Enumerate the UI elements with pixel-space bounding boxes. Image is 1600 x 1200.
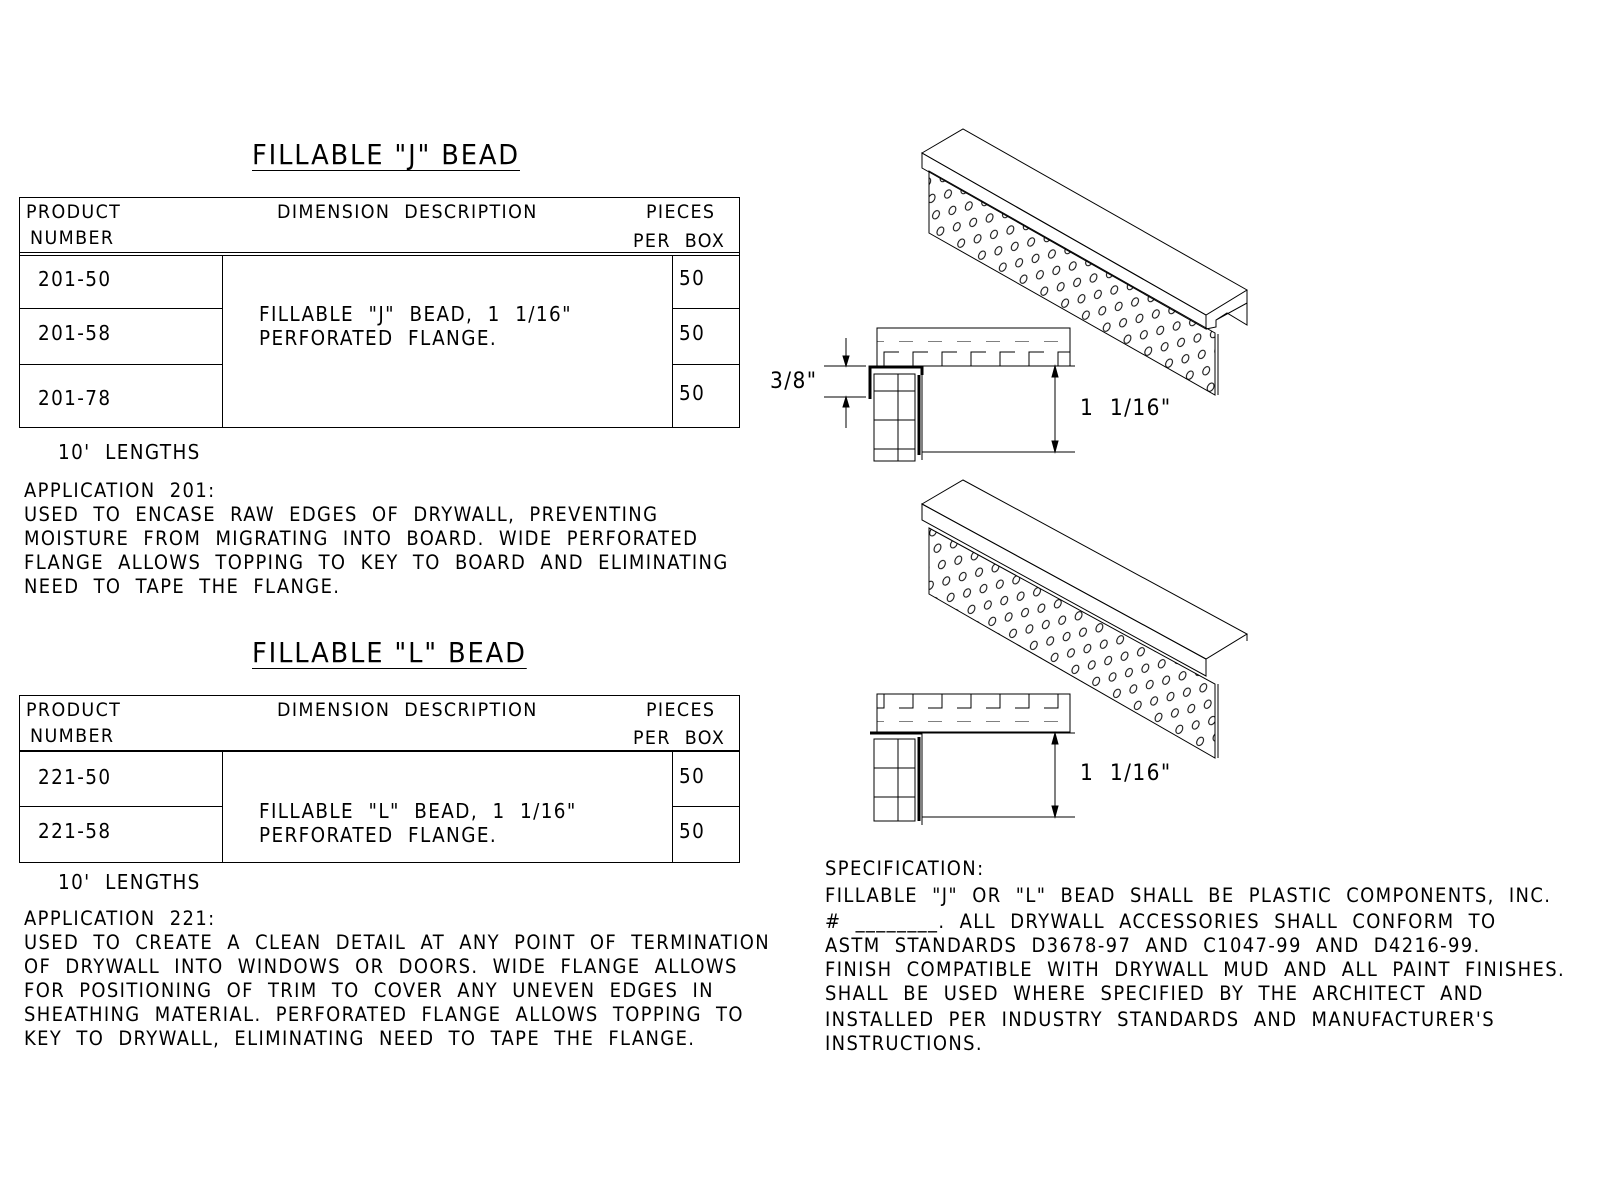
specification-line: INSTALLED PER INDUSTRY STANDARDS AND MANUFACTURER'S — [825, 1008, 1496, 1031]
product-number: 201-58 — [38, 321, 112, 345]
specification-line: FILLABLE "J" OR "L" BEAD SHALL BE PLASTIC COMPONENTS, INC. — [825, 884, 1552, 907]
j-bead-section-detail — [824, 328, 1075, 461]
header-pieces-line1: PIECES — [646, 699, 716, 721]
l-dimension-1-1-16: 1 1/16" — [1080, 761, 1172, 786]
j-bead-title: FILLABLE "J" BEAD — [252, 138, 520, 171]
header-product-line1: PRODUCT — [26, 201, 122, 223]
header-pieces-line2: PER BOX — [633, 727, 726, 749]
specification-heading: SPECIFICATION: — [825, 857, 985, 880]
l-application-line: USED TO CREATE A CLEAN DETAIL AT ANY POINT OF TERMINATION — [24, 931, 771, 954]
product-number: 201-50 — [38, 267, 112, 291]
specification-line: FINISH COMPATIBLE WITH DRYWALL MUD AND ALL PAINT FINISHES. — [825, 958, 1566, 981]
l-application-heading: APPLICATION 221: — [24, 907, 216, 930]
product-number: 221-58 — [38, 819, 112, 843]
j-application-line: USED TO ENCASE RAW EDGES OF DRYWALL, PREVENTING — [24, 503, 659, 526]
header-description: DIMENSION DESCRIPTION — [277, 201, 538, 223]
specification-line: ASTM STANDARDS D3678-97 AND C1047-99 AND D4216-99. — [825, 934, 1481, 957]
l-bead-section-detail — [870, 694, 1075, 825]
j-application-line: NEED TO TAPE THE FLANGE. — [24, 575, 341, 598]
header-product-line1: PRODUCT — [26, 699, 122, 721]
pieces-per-box: 50 — [679, 819, 706, 843]
header-product-line2: NUMBER — [30, 725, 115, 747]
l-application-line: OF DRYWALL INTO WINDOWS OR DOORS. WIDE FLANGE ALLOWS — [24, 955, 738, 978]
dimension-description-line1: FILLABLE "J" BEAD, 1 1/16" — [259, 302, 572, 326]
pieces-per-box: 50 — [679, 321, 706, 345]
dimension-description-line2: PERFORATED FLANGE. — [259, 823, 498, 847]
product-number: 201-78 — [38, 386, 112, 410]
j-dimension-1-1-16: 1 1/16" — [1080, 396, 1172, 421]
header-pieces-line1: PIECES — [646, 201, 716, 223]
product-number: 221-50 — [38, 765, 112, 789]
j-application-heading: APPLICATION 201: — [24, 479, 216, 502]
specification-line: # ________. ALL DRYWALL ACCESSORIES SHALL CONFORM TO — [825, 910, 1497, 933]
l-lengths-note: 10' LENGTHS — [58, 870, 201, 894]
l-application-line: KEY TO DRYWALL, ELIMINATING NEED TO TAPE THE FLANGE. — [24, 1027, 696, 1050]
pieces-per-box: 50 — [679, 381, 706, 405]
header-description: DIMENSION DESCRIPTION — [277, 699, 538, 721]
j-application-line: FLANGE ALLOWS TOPPING TO KEY TO BOARD AND ELIMINATING — [24, 551, 729, 574]
header-pieces-line2: PER BOX — [633, 230, 726, 252]
dimension-description-line2: PERFORATED FLANGE. — [259, 326, 498, 350]
pieces-per-box: 50 — [679, 764, 706, 788]
dimension-description-line1: FILLABLE "L" BEAD, 1 1/16" — [259, 799, 577, 823]
l-bead-title: FILLABLE "L" BEAD — [252, 636, 527, 669]
header-product-line2: NUMBER — [30, 227, 115, 249]
l-application-line: SHEATHING MATERIAL. PERFORATED FLANGE ALLOWS TOPPING TO — [24, 1003, 744, 1026]
specification-line: INSTRUCTIONS. — [825, 1032, 984, 1055]
l-application-line: FOR POSITIONING OF TRIM TO COVER ANY UNEVEN EDGES IN — [24, 979, 714, 1002]
j-application-line: MOISTURE FROM MIGRATING INTO BOARD. WIDE PERFORATED — [24, 527, 699, 550]
pieces-per-box: 50 — [679, 266, 706, 290]
j-dimension-3-8: 3/8" — [770, 369, 818, 394]
j-lengths-note: 10' LENGTHS — [58, 440, 201, 464]
specification-line: SHALL BE USED WHERE SPECIFIED BY THE ARCHITECT AND — [825, 982, 1484, 1005]
